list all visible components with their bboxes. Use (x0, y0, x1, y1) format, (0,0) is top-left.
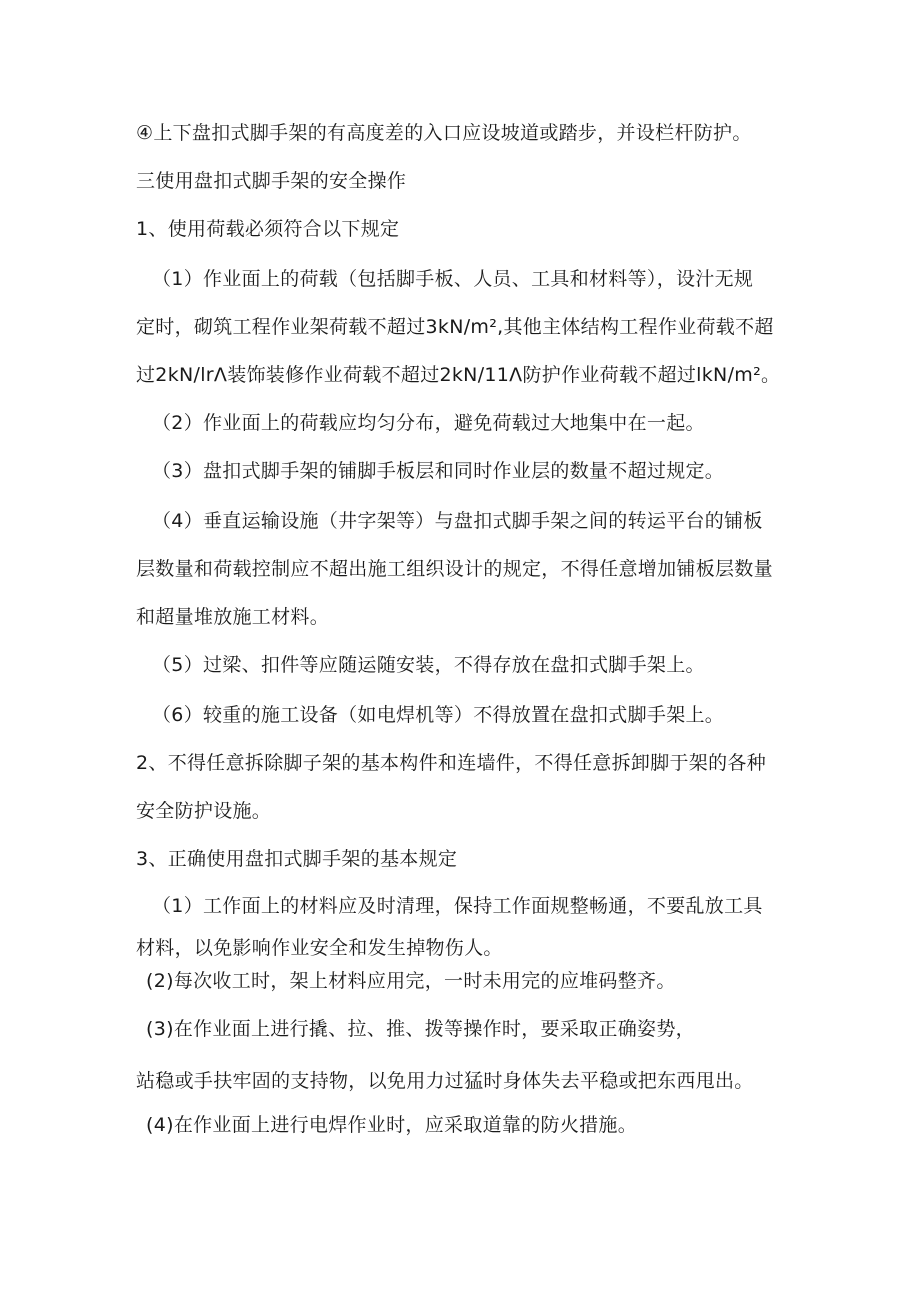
text-line-load-1a: （1）作业面上的荷载（包括脚手板、人员、工具和材料等），设汁无规 (152, 268, 754, 290)
text-line-usage-2: (2)每次收工时，架上材料应用完，一时未用完的应堆码整齐。 (146, 970, 676, 992)
text-line-entrance-ramp: ④上下盘扣式脚手架的有高度差的入口应设坡道或踏步，并设栏杆防护。 (136, 122, 752, 144)
item-heading-load-rules: 1、使用荷载必须符合以下规定 (136, 218, 400, 240)
text-line-load-5: （5）过梁、扣件等应随运随安装，不得存放在盘扣式脚手架上。 (152, 654, 705, 676)
text-line-usage-1b: 材料，以免影响作业安全和发生掉物伤人。 (136, 937, 503, 959)
text-line-load-3: （3）盘扣式脚手架的铺脚手板层和同时作业层的数量不超过规定。 (152, 460, 725, 482)
text-line-usage-4: (4)在作业面上进行电焊作业时，应采取道靠的防火措施。 (146, 1114, 638, 1136)
section-heading-safe-operation: 三使用盘扣式脚手架的安全操作 (136, 170, 407, 192)
text-line-load-1b: 定时，砌筑工程作业架荷载不超过3kN∕m²,其他主体结构工程作业荷载不超 (136, 316, 774, 338)
item-heading-usage-rules: 3、正确使用盘扣式脚手架的基本规定 (136, 848, 458, 870)
item-heading-no-removal: 2、不得任意拆除脚子架的基本构件和连墙件，不得任意拆卸脚于架的各种 (136, 752, 766, 774)
text-line-load-6: （6）较重的施工设备（如电焊机等）不得放置在盘扣式脚手架上。 (152, 704, 725, 726)
text-line-usage-1a: （1）工作面上的材料应及时清理，保持工作面规整畅通，不要乱放工具 (152, 895, 763, 917)
text-line-usage-3a: (3)在作业面上进行撬、拉、推、拨等操作时，要采取正确姿势， (146, 1018, 695, 1040)
text-line-load-1c: 过2kN∕lrΛ装饰装修作业荷载不超过2kN∕11Λ防护作业荷载不超过lkN∕m²。 (136, 364, 781, 386)
text-line-load-2: （2）作业面上的荷载应均匀分布，避免荷载过大地集中在一起。 (152, 412, 705, 434)
text-line-load-4c: 和超量堆放施工材料。 (136, 606, 330, 628)
text-line-usage-3b: 站稳或手扶牢固的支持物，以免用力过猛时身体失去平稳或把东西甩出。 (136, 1070, 754, 1092)
text-line-load-4b: 层数量和荷载控制应不超出施工组织设计的规定，不得任意增加铺板层数量 (136, 558, 773, 580)
text-line-no-removal-b: 安全防护设施。 (136, 800, 272, 822)
text-line-load-4a: （4）垂直运输设施（井字架等）与盘扣式脚手架之间的转运平台的铺板 (152, 510, 763, 532)
